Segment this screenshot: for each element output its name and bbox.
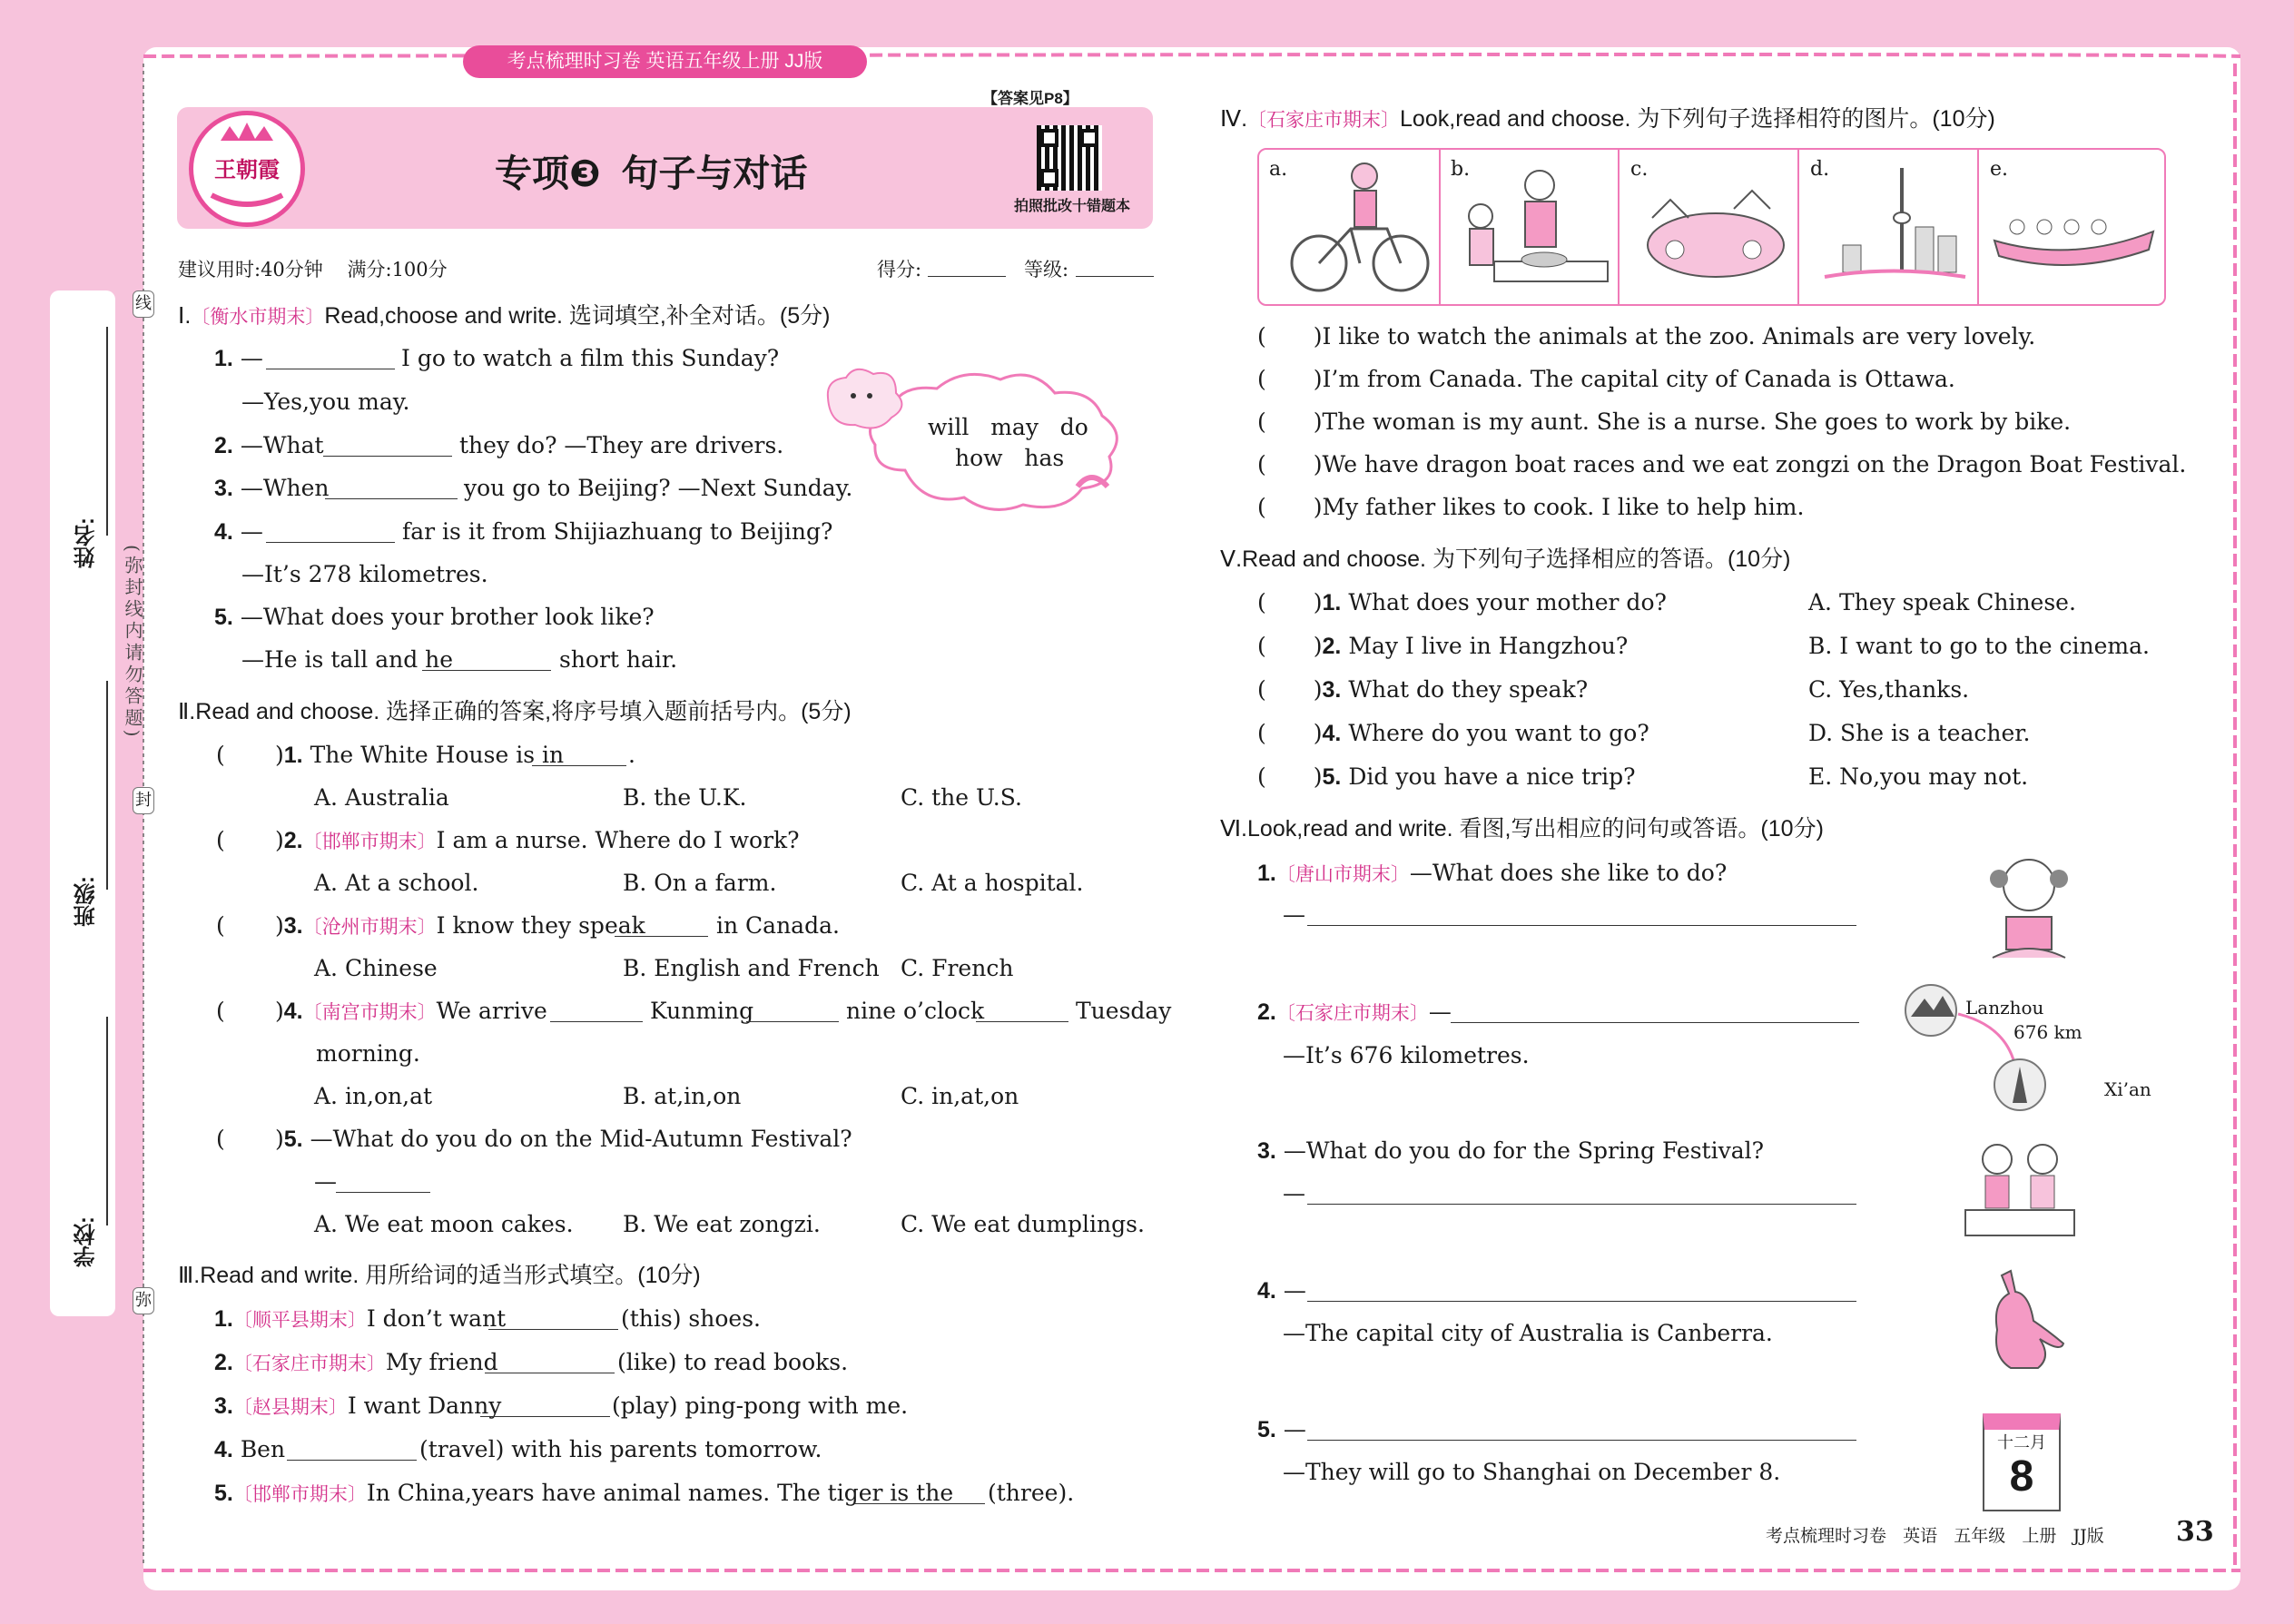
- s2-q1-paren: (: [216, 742, 225, 768]
- mark-xian: 线: [133, 290, 154, 318]
- s1-q4: 4. —: [214, 518, 263, 545]
- s1-q1-reply: —Yes,you may.: [241, 389, 410, 415]
- s6-q4: 4. —: [1257, 1277, 1306, 1304]
- pic-divider-4: [1977, 150, 1979, 304]
- s6-q2: 2.〔石家庄市期末〕—: [1257, 999, 1452, 1025]
- s3-q3: 3.〔赵县期末〕I want Danny: [214, 1393, 502, 1419]
- page-title: 专项❸ 句子与对话: [495, 153, 808, 194]
- cloud-words-2: how has: [955, 445, 1065, 471]
- s6-q4-reply: —The capital city of Australia is Canberra.: [1283, 1320, 1773, 1346]
- s2-q5-opt-b[interactable]: B. We eat zongzi.: [623, 1211, 821, 1237]
- s1-q2-text: they do? —They are drivers.: [459, 432, 784, 458]
- s6-heading: Ⅵ.Look,read and write. 看图,写出相应的问句或答语。(10分): [1220, 816, 1824, 842]
- s2-q2-opt-b[interactable]: B. On a farm.: [623, 870, 777, 896]
- s1-q4-blank[interactable]: [266, 541, 395, 543]
- class-line: [106, 681, 108, 890]
- s2-q3: )3.〔沧州市期末〕I know they speak: [275, 912, 645, 939]
- s2-q5-paren: (: [216, 1126, 225, 1152]
- s3-q3-blank[interactable]: [480, 1415, 610, 1417]
- s1-q2: 2. —What: [214, 432, 324, 458]
- s1-q5-blank[interactable]: [422, 669, 551, 671]
- s2-q1-blank[interactable]: [532, 764, 626, 766]
- s2-q4-tuesday: Tuesday: [1076, 998, 1172, 1024]
- s2-q1-opt-b[interactable]: B. the U.K.: [623, 784, 747, 811]
- map-distance: 676 km: [2013, 1021, 2082, 1043]
- s2-q3-blank[interactable]: [615, 935, 708, 937]
- qr-code: [1037, 125, 1102, 191]
- s2-q5: )5. —What do you do on the Mid-Autumn Festival?: [275, 1126, 852, 1152]
- s5-q5: ( )5. Did you have a nice trip?: [1257, 763, 1636, 790]
- brand-logo: [189, 111, 305, 227]
- s2-q4-paren: (: [216, 998, 225, 1024]
- s5-answer-d: D. She is a teacher.: [1808, 720, 2031, 746]
- s2-q3-end: in Canada.: [716, 912, 840, 939]
- s1-heading: Ⅰ.〔衡水市期末〕Read,choose and write. 选词填空,补全对话。(5分): [178, 303, 831, 329]
- s5-answer-e: E. No,you may not.: [1808, 763, 2029, 790]
- s6-q1-dash: —: [1283, 901, 1305, 928]
- s2-q3-opt-b[interactable]: B. English and French: [623, 955, 880, 981]
- school-label: 学校:: [74, 1216, 99, 1267]
- s3-q1-end: (this) shoes.: [621, 1305, 761, 1332]
- s2-q1: )1. The White House is in: [275, 742, 565, 768]
- s6-q2-answer-line[interactable]: [1451, 1021, 1859, 1023]
- s6-q3-dash: —: [1283, 1180, 1305, 1206]
- pic-label-a: a.: [1269, 158, 1288, 181]
- s1-q3-text: you go to Beijing? —Next Sunday.: [464, 475, 853, 501]
- s3-q1-blank[interactable]: [488, 1328, 618, 1330]
- cloud-words-1: will may do: [928, 414, 1088, 440]
- s4-item1: ( )I like to watch the animals at the zoo. Animals are very lovely.: [1257, 323, 2036, 349]
- s2-q5-blank[interactable]: [336, 1191, 430, 1193]
- logo-text: 王朝霞: [214, 156, 280, 182]
- s6-q5-answer-line[interactable]: [1307, 1439, 1856, 1441]
- seal-notice: (弥封线内请勿答题): [122, 545, 143, 741]
- s6-q5: 5. —: [1257, 1416, 1306, 1442]
- pic-label-c: c.: [1630, 158, 1649, 181]
- s5-answer-b: B. I want to go to the cinema.: [1808, 633, 2150, 659]
- s5-q1: ( )1. What does your mother do?: [1257, 589, 1667, 615]
- page-number: 33: [2176, 1516, 2214, 1548]
- s6-q5-reply: —They will go to Shanghai on December 8.: [1283, 1459, 1781, 1485]
- s2-q2-opt-a[interactable]: A. At a school.: [314, 870, 479, 896]
- s1-q3: 3. —When: [214, 475, 330, 501]
- s5-answer-a: A. They speak Chinese.: [1808, 589, 2076, 615]
- s1-q5: 5. —What does your brother look like?: [214, 604, 655, 630]
- s1-q4-reply: —It’s 278 kilometres.: [241, 561, 488, 587]
- s2-q5-opt-a[interactable]: A. We eat moon cakes.: [314, 1211, 574, 1237]
- s3-q4-end: (travel) with his parents tomorrow.: [419, 1436, 822, 1462]
- s1-q5-reply1: —He is tall and he: [241, 646, 454, 673]
- s2-q4-opt-c[interactable]: C. in,at,on: [901, 1083, 1019, 1109]
- grade-label: 等级:: [1024, 259, 1069, 281]
- pic-divider-1: [1439, 150, 1441, 304]
- s2-q1-end: .: [628, 742, 635, 768]
- s2-q4-clock: nine o’clock: [846, 998, 985, 1024]
- s1-q4-text: far is it from Shijiazhuang to Beijing?: [402, 518, 833, 545]
- pic-divider-2: [1618, 150, 1620, 304]
- s1-q1: 1. —: [214, 345, 263, 371]
- top-banner: 考点梳理时习卷 英语五年级上册 JJ版: [463, 45, 867, 78]
- s4-item4: ( )We have dragon boat races and we eat zongzi on the Dragon Boat Festival.: [1257, 451, 2187, 477]
- s2-q3-paren: (: [216, 912, 225, 939]
- spring-festival-illustration: [1956, 1139, 2083, 1244]
- s5-heading: Ⅴ.Read and choose. 为下列句子选择相应的答语。(10分): [1220, 546, 1791, 572]
- s2-q1-opt-a[interactable]: A. Australia: [314, 784, 449, 811]
- score-blank[interactable]: [928, 275, 1006, 277]
- s3-q2-blank[interactable]: [485, 1372, 615, 1373]
- calendar-day: 8: [2009, 1452, 2034, 1501]
- class-label: 班级:: [74, 876, 99, 927]
- s2-q2-opt-c[interactable]: C. At a hospital.: [901, 870, 1084, 896]
- kangaroo-illustration: [1974, 1266, 2065, 1375]
- s3-q5-blank[interactable]: [855, 1502, 985, 1504]
- calendar-icon: [1983, 1413, 2061, 1511]
- pic-label-d: d.: [1810, 158, 1830, 181]
- s2-q4-opt-b[interactable]: B. at,in,on: [623, 1083, 742, 1109]
- s5-q2: ( )2. May I live in Hangzhou?: [1257, 633, 1629, 659]
- s3-q2-end: (like) to read books.: [617, 1349, 849, 1375]
- mark-mi: 弥: [133, 1287, 154, 1314]
- s2-q4-blank1[interactable]: [550, 1020, 643, 1022]
- dragon-boat-illustration: [1990, 191, 2158, 281]
- s2-q4-kunming: Kunming: [650, 998, 754, 1024]
- answer-ref: 【答案见P8】: [982, 90, 1078, 107]
- score-label: 得分:: [877, 259, 922, 281]
- s2-q4: )4.〔南宫市期末〕We arrive: [275, 998, 547, 1024]
- grade-blank[interactable]: [1076, 275, 1154, 277]
- map-from: Lanzhou: [1965, 997, 2044, 1019]
- s3-q1: 1.〔顺平县期末〕I don’t want: [214, 1305, 507, 1332]
- s1-q2-blank[interactable]: [323, 455, 452, 457]
- s2-q4-morning: morning.: [316, 1040, 420, 1067]
- s2-q4-opt-a[interactable]: A. in,on,at: [314, 1083, 433, 1109]
- s4-item3: ( )The woman is my aunt. She is a nurse. She goes to work by bike.: [1257, 408, 2072, 435]
- s3-q3-end: (play) ping-pong with me.: [612, 1393, 909, 1419]
- s3-q5-end: (three).: [988, 1480, 1075, 1506]
- time-info: 建议用时:40分钟 满分:100分: [178, 259, 448, 281]
- s5-q3: ( )3. What do they speak?: [1257, 676, 1589, 703]
- s2-q5-opt-c[interactable]: C. We eat dumplings.: [901, 1211, 1145, 1237]
- s1-q1-text: I go to watch a film this Sunday?: [401, 345, 780, 371]
- s6-q1: 1.〔唐山市期末〕—What does she like to do?: [1257, 860, 1728, 886]
- s2-q4-blank3[interactable]: [976, 1020, 1068, 1022]
- s5-answer-c: C. Yes,thanks.: [1808, 676, 1970, 703]
- s1-q3-blank[interactable]: [325, 497, 458, 499]
- s3-q4: 4. Ben: [214, 1436, 286, 1462]
- pic-label-e: e.: [1990, 158, 2009, 181]
- s6-q1-answer-line[interactable]: [1307, 924, 1856, 926]
- calendar-month: 十二月: [1997, 1433, 2046, 1452]
- s4-heading: Ⅳ.〔石家庄市期末〕Look,read and choose. 为下列句子选择相符的图片。(10分): [1220, 106, 1995, 132]
- pic-divider-3: [1797, 150, 1799, 304]
- s3-q5: 5.〔邯郸市期末〕In China,years have animal names. The tiger is the: [214, 1480, 954, 1506]
- map-to: Xi’an: [2104, 1078, 2151, 1100]
- s2-q4-blank2[interactable]: [746, 1020, 839, 1022]
- pic-label-b: b.: [1451, 158, 1471, 181]
- s4-item2: ( )I’m from Canada. The capital city of Canada is Ottawa.: [1257, 366, 1955, 392]
- s2-heading: Ⅱ.Read and choose. 选择正确的答案,将序号填入题前括号内。(5分): [178, 699, 852, 724]
- girl-reading-illustration: [1979, 853, 2079, 967]
- s1-q5-reply2: short hair.: [559, 646, 678, 673]
- s3-heading: Ⅲ.Read and write. 用所给词的适当形式填空。(10分): [178, 1263, 701, 1288]
- s1-q1-blank[interactable]: [266, 368, 395, 369]
- bike-woman-illustration: [1287, 156, 1433, 301]
- mark-feng: 封: [133, 787, 154, 814]
- s2-q3-opt-a[interactable]: A. Chinese: [314, 955, 438, 981]
- zoo-illustration: [1634, 172, 1793, 295]
- s2-q3-opt-c[interactable]: C. French: [901, 955, 1014, 981]
- city-tower-illustration: [1816, 163, 1970, 300]
- name-label: 姓名:: [74, 517, 99, 568]
- school-line: [106, 1017, 108, 1225]
- s2-q1-opt-c[interactable]: C. the U.S.: [901, 784, 1022, 811]
- s3-q2: 2.〔石家庄市期末〕My friend: [214, 1349, 498, 1375]
- s6-q3-answer-line[interactable]: [1307, 1203, 1856, 1205]
- s2-q5-dash: —: [314, 1168, 337, 1195]
- s3-q4-blank[interactable]: [287, 1459, 417, 1461]
- name-line: [106, 327, 108, 536]
- cooking-illustration: [1449, 162, 1612, 298]
- s5-q4: ( )4. Where do you want to go?: [1257, 720, 1649, 746]
- s2-q2: )2.〔邯郸市期末〕I am a nurse. Where do I work?: [275, 827, 800, 853]
- s2-q2-paren: (: [216, 827, 225, 853]
- s6-q3: 3. —What do you do for the Spring Festival?: [1257, 1137, 1765, 1164]
- qr-caption: 拍照批改十错题本: [1014, 199, 1131, 214]
- s6-q2-reply: —It’s 676 kilometres.: [1283, 1042, 1530, 1068]
- s6-q4-answer-line[interactable]: [1307, 1300, 1856, 1302]
- s4-item5: ( )My father likes to cook. I like to help him.: [1257, 494, 1805, 520]
- footer-text: 考点梳理时习卷 英语 五年级 上册 JJ版: [1766, 1526, 2104, 1546]
